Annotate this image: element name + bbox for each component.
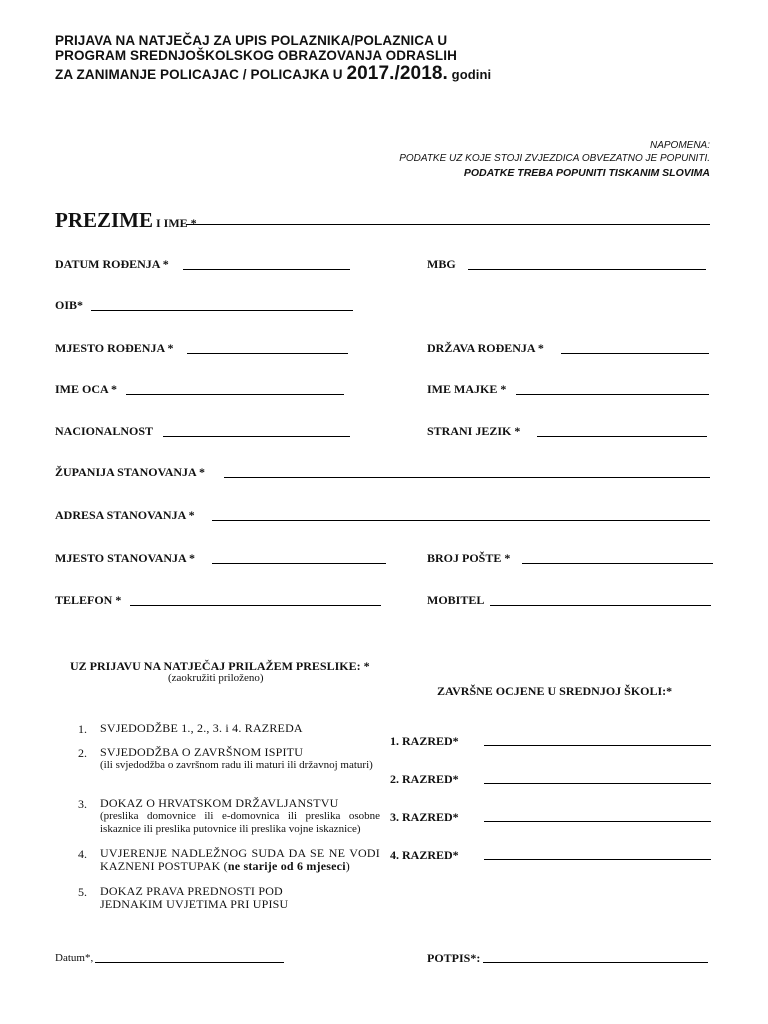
title-prefix: ZA ZANIMANJE POLICAJAC / POLICAJKA U bbox=[55, 67, 347, 82]
form-title-line-3 bbox=[55, 63, 491, 85]
date-label: Datum*, bbox=[55, 952, 94, 964]
item-number: 4. bbox=[78, 847, 87, 861]
item-text: DOKAZ O HRVATSKOM DRŽAVLJANSTVU bbox=[100, 796, 339, 810]
grade-4-field[interactable] bbox=[484, 859, 711, 860]
grade-1-field[interactable] bbox=[484, 745, 711, 746]
grade-3-field[interactable] bbox=[484, 821, 711, 822]
postal-code-field[interactable] bbox=[522, 563, 713, 564]
birth-place-field[interactable] bbox=[187, 353, 348, 354]
birth-country-field[interactable] bbox=[561, 353, 709, 354]
item-number: 1. bbox=[78, 722, 87, 736]
residence-place-label: MJESTO STANOVANJA * bbox=[55, 551, 196, 565]
foreign-language-label: STRANI JEZIK * bbox=[427, 424, 521, 438]
mother-name-label: IME MAJKE * bbox=[427, 382, 507, 396]
school-year: 2017./2018. bbox=[346, 63, 448, 84]
birth-date-label: DATUM ROĐENJA * bbox=[55, 257, 169, 271]
item-validity: ne starije od 6 mjeseci bbox=[227, 859, 346, 873]
foreign-language-field[interactable] bbox=[537, 436, 707, 437]
title-suffix: godini bbox=[447, 67, 492, 82]
telephone-label: TELEFON * bbox=[55, 593, 122, 607]
mbg-label: MBG bbox=[427, 257, 456, 271]
form-title-line-1: PRIJAVA NA NATJEČAJ ZA UPIS POLAZNIKA/POLAZNICA U bbox=[55, 33, 448, 48]
residence-place-field[interactable] bbox=[212, 563, 386, 564]
birth-country-label: DRŽAVA ROĐENJA * bbox=[427, 341, 544, 355]
telephone-field[interactable] bbox=[130, 605, 381, 606]
mbg-field[interactable] bbox=[468, 269, 706, 270]
surname-label-rest: I IME * bbox=[153, 216, 197, 230]
grade-3-label: 3. RAZRED* bbox=[390, 810, 459, 824]
address-label: ADRESA STANOVANJA * bbox=[55, 508, 195, 522]
item-number: 2. bbox=[78, 746, 87, 760]
item-body bbox=[100, 847, 380, 873]
mother-name-field[interactable] bbox=[516, 394, 709, 395]
note-line-1: PODATKE UZ KOJE STOJI ZVJEZDICA OBVEZATNO JE POPUNITI. bbox=[399, 153, 710, 164]
item-body bbox=[100, 746, 380, 772]
address-field[interactable] bbox=[212, 520, 710, 521]
grade-2-field[interactable] bbox=[484, 783, 711, 784]
surname-label-big: PREZIME bbox=[55, 208, 154, 232]
note-title: NAPOMENA: bbox=[649, 140, 710, 151]
mobile-label: MOBITEL bbox=[427, 593, 485, 607]
surname-name-label bbox=[55, 208, 197, 233]
father-name-label: IME OCA * bbox=[55, 382, 118, 396]
item-body bbox=[100, 797, 380, 836]
grades-title: ZAVRŠNE OCJENE U SREDNJOJ ŠKOLI:* bbox=[437, 684, 673, 698]
signature-field[interactable] bbox=[483, 962, 708, 963]
note-line-2: PODATKE TREBA POPUNITI TISKANIM SLOVIMA bbox=[463, 167, 710, 179]
item-number: 3. bbox=[78, 797, 87, 811]
date-field[interactable] bbox=[95, 962, 284, 963]
nationality-field[interactable] bbox=[163, 436, 350, 437]
grade-2-label: 2. RAZRED* bbox=[390, 772, 459, 786]
birth-place-label: MJESTO ROĐENJA * bbox=[55, 341, 174, 355]
postal-code-label: BROJ POŠTE * bbox=[427, 551, 511, 565]
birth-date-field[interactable] bbox=[183, 269, 350, 270]
nationality-label: NACIONALNOST bbox=[55, 424, 154, 438]
item-text: DOKAZ PRAVA PREDNOSTI POD JEDNAKIM UVJETIMA PRI UPISU bbox=[100, 884, 289, 911]
oib-field[interactable] bbox=[91, 310, 353, 311]
form-title-line-2: PROGRAM SREDNJOŠKOLSKOG OBRAZOVANJA ODRASLIH bbox=[55, 48, 457, 63]
mobile-field[interactable] bbox=[490, 605, 711, 606]
item-text: SVJEDODŽBA O ZAVRŠNOM ISPITU bbox=[100, 745, 304, 759]
grade-1-label: 1. RAZRED* bbox=[390, 734, 459, 748]
father-name-field[interactable] bbox=[126, 394, 344, 395]
attachments-subtitle: (zaokružiti priloženo) bbox=[168, 672, 264, 684]
item-subtext: (ili svjedodžba o završnom radu ili maturi ili državnoj maturi) bbox=[100, 759, 373, 771]
item-subtext: (preslika domovnice ili e-domovnica ili preslika osobne iskaznice ili preslika putovnice ili preslika vojne iskaznice) bbox=[100, 810, 380, 835]
attachments-title: UZ PRIJAVU NA NATJEČAJ PRILAŽEM PRESLIKE: * bbox=[70, 659, 370, 673]
item-text: SVJEDODŽBE 1., 2., 3. i 4. RAZREDA bbox=[100, 721, 303, 735]
item-text: UVJERENJE NADLEŽNOG SUDA DA SE NE VODI KAZNENI POSTUPAK ( bbox=[100, 846, 380, 873]
oib-label: OIB* bbox=[55, 298, 84, 312]
item-number: 5. bbox=[78, 885, 87, 899]
surname-name-field[interactable] bbox=[186, 224, 710, 225]
signature-label: POTPIS*: bbox=[427, 951, 481, 965]
grade-4-label: 4. RAZRED* bbox=[390, 848, 459, 862]
county-field[interactable] bbox=[224, 477, 710, 478]
item-text-end: ) bbox=[345, 859, 350, 873]
county-label: ŽUPANIJA STANOVANJA * bbox=[55, 465, 206, 479]
